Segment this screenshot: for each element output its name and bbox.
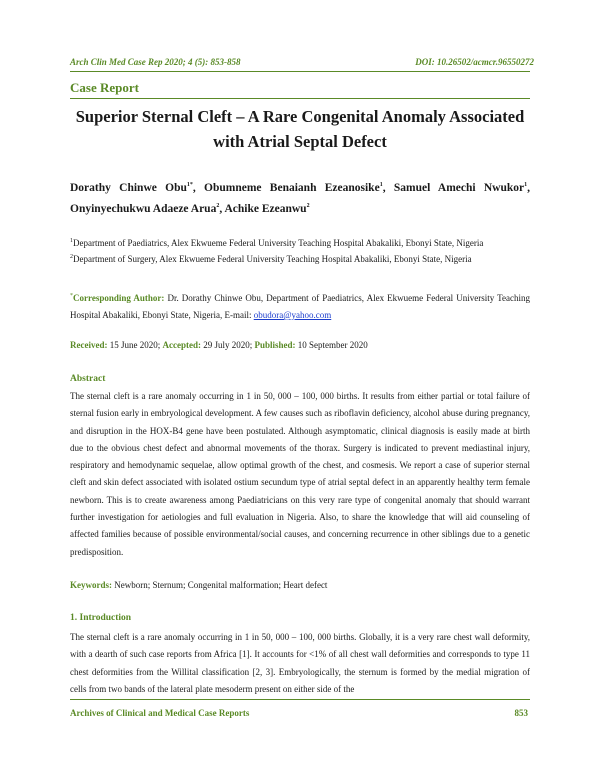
affiliation-2: $^2$Department of Surgery, Alex Ekwueme Federal University Teaching Hospital Abakaliki, Ebonyi State, Nigeria [70, 254, 472, 264]
abstract-heading: Abstract [70, 374, 106, 384]
article-type: Case Report [70, 80, 139, 95]
author: Samuel Amechi Nwukor$^1$, [393, 182, 530, 194]
publication-dates: Received: 15 June 2020; Accepted: 29 July 2020; Published: 10 September 2020 [70, 340, 368, 350]
abstract-text: The sternal cleft is a rare anomaly occurring in 1 in 50, 000 – 100, 000 births. It results from either partial or total failure of sternal fusion early in embryological development. A few causes such as riboflavin deficiency, alcohol abuse during pregnancy, and disruption in the HOX-B4 gene have been postulated. Although asymptomatic, clinical diagnosis is easily made at birth due to the obvious chest defect and abnormal movements of the thorax. Surgery is indicated to prevent mediastinal injury, respiratory and hemodynamic sequelae, allow optimal growth of the chest, and cosmesis. We report a case of superior sternal cleft and skin defect associated with isolated ostium secundum type of atrial septal defect in an apparently healthy term female newborn. This is to create awareness among Paediatricians on this very rare type of congenital anomaly that should warrant further investigation for aetiologies and full evaluation in Nigeria. Also, to share the knowledge that will aid counseling of affected families because of possible environmental/social causes, and concerning recurrence in other siblings due to a genetic predisposition. [70, 391, 530, 557]
header-rule [70, 71, 530, 72]
author-list [70, 178, 530, 220]
doi[interactable]: DOI: 10.26502/acmcr.96550272 [415, 57, 534, 67]
footer-journal: Archives of Clinical and Medical Case Reports [70, 708, 250, 718]
page-number: 853 [514, 708, 528, 718]
author: Dorathy Chinwe Obu$^{1*}$, [70, 182, 205, 194]
footer-rule [70, 699, 530, 700]
author: Achike Ezeanwu$^2$ [224, 203, 310, 215]
author: Onyinyechukwu Adaeze Arua$^2$, [70, 203, 225, 215]
corresponding-author: *Corresponding Author: Dr. Dorathy Chinwe Obu, Department of Paediatrics, Alex Ekwueme Federal University Teaching Hospital Abakaliki, Ebonyi State, Nigeria, E-mail: obudora@yahoo.com [70, 293, 530, 320]
title-line-1: Superior Sternal Cleft – A Rare Congenital Anomaly Associated [75, 107, 525, 126]
author-email-link[interactable]: obudora@yahoo.com [253, 310, 332, 320]
author: Obumneme Benaianh Ezeanosike$^1$, [204, 182, 394, 194]
title-line-2: with Atrial Septal Defect [213, 132, 387, 151]
journal-citation: Arch Clin Med Case Rep 2020; 4 (5): 853-858 [70, 57, 241, 67]
article-title [60, 104, 540, 154]
type-rule [70, 98, 530, 99]
introduction-heading: 1. Introduction [70, 613, 132, 623]
affiliation-1: $^1$Department of Paediatrics, Alex Ekwueme Federal University Teaching Hospital Abakaliki, Ebonyi State, Nigeria [70, 238, 484, 248]
keywords: Keywords: Newborn; Sternum; Congenital malformation; Heart defect [70, 580, 328, 590]
corresponding-label: Corresponding Author: [73, 293, 165, 303]
introduction-text: The sternal cleft is a rare anomaly occurring in 1 in 50, 000 – 100, 000 births. Globally, it is a very rare chest wall deformity, with a dearth of such case reports from Africa [1]. It accounts for <1% of all chest wall deformities and corresponds to type 11 chest deformities from the Willital classification [2, 3]. Embryologically, the sternum is formed by the medial migration of cells from two bands of the lateral plate mesoderm present on either side of the [70, 632, 530, 694]
